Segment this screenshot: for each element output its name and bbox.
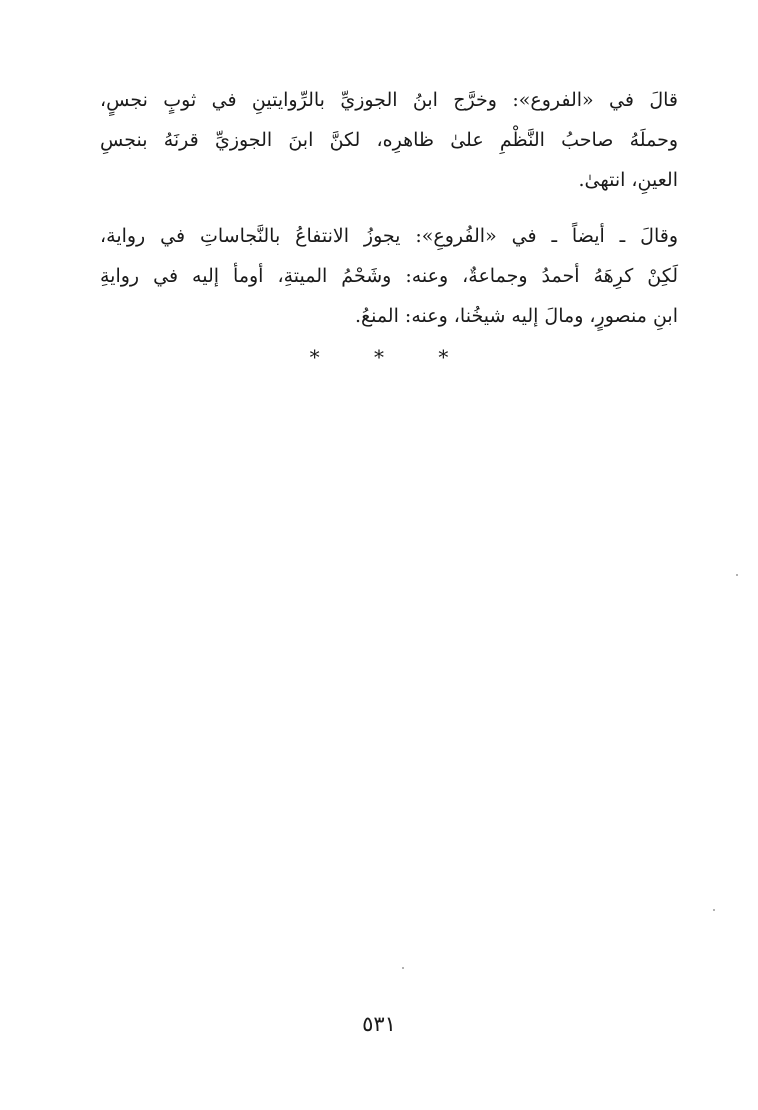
paragraph-1 xyxy=(100,80,678,200)
scan-speck xyxy=(736,574,738,576)
paragraph-2-line-2: لَكِنْ كرِهَهُ أحمدُ وجماعةٌ، وعنه: وشَحْمُ الميتةِ، أومأ إليه في روايةِ xyxy=(100,265,678,287)
paragraph-2-line-3: ابنِ منصورٍ، ومالَ إليه شيخُنا، وعنه: المنعُ. xyxy=(354,305,678,327)
paragraph-2-line-1: وقالَ ـ أيضاً ـ في «الفُروعِ»: يجوزُ الانتفاعُ بالنَّجاساتِ في رواية، xyxy=(100,225,678,247)
paragraph-1-line-1: قالَ في «الفروع»: وخرَّج ابنُ الجوزيِّ بالرِّوايتينِ في ثوبٍ نجسٍ، xyxy=(100,89,678,111)
scan-speck xyxy=(713,909,715,911)
section-separator: * * * xyxy=(309,345,473,369)
scan-speck xyxy=(402,967,404,969)
paragraph-2 xyxy=(100,216,678,336)
page-number: ٥٣١ xyxy=(362,1012,396,1036)
paragraph-1-line-2: وحملَهُ صاحبُ النَّظْمِ علىٰ ظاهرِه، لكنَّ ابنَ الجوزيِّ قرنَهُ بنجسِ xyxy=(100,129,678,151)
paragraph-1-line-3: العينِ، انتهىٰ. xyxy=(578,169,678,191)
